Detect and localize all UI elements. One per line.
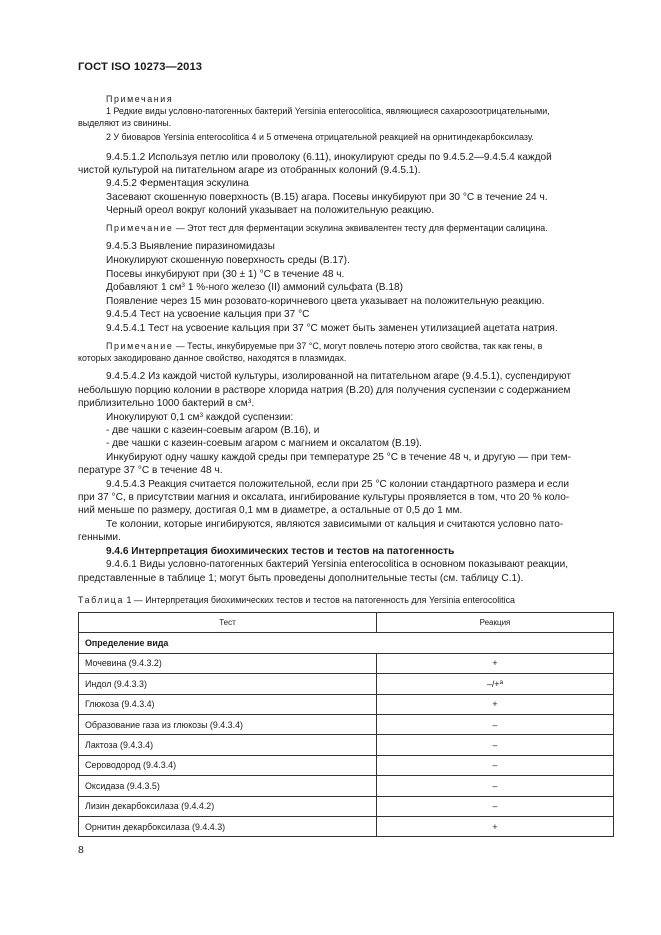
reaction-cell: + bbox=[377, 694, 614, 714]
test-cell: Мочевина (9.4.3.2) bbox=[79, 653, 377, 673]
caption-label: Таблица bbox=[78, 595, 124, 605]
table-row bbox=[79, 755, 614, 775]
paragraph-9-4-5-1-2-line-2: чистой культурой на питательном агаре из отобранных колоний (9.4.5.1). bbox=[78, 165, 421, 176]
superscript: 3 bbox=[181, 282, 186, 289]
column-header-test: Тест bbox=[79, 613, 377, 633]
reaction-cell: – bbox=[377, 755, 614, 775]
superscript: 3 bbox=[247, 398, 252, 405]
table-row bbox=[79, 714, 614, 734]
section-9-4-6-title: 9.4.6 Интерпретация биохимических тестов и тестов на патогенность bbox=[106, 546, 455, 557]
note-label: Примечание bbox=[106, 223, 174, 233]
notes-label: Примечания bbox=[106, 94, 174, 104]
paragraph-9-4-5-4-1: 9.4.5.4.1 Тест на усвоение кальция при 37 °С может быть заменен утилизацией ацетата натрия. bbox=[106, 323, 558, 334]
table-row bbox=[79, 694, 614, 714]
table-row bbox=[79, 796, 614, 816]
test-cell: Сероводород (9.4.3.4) bbox=[79, 755, 377, 775]
table-group-row bbox=[79, 633, 614, 653]
incubate-line-1: Инкубируют одну чашку каждой среды при температуре 25 °С в течение 48 ч, и другую — при тем- bbox=[106, 452, 571, 463]
table-row bbox=[79, 674, 614, 694]
reaction-cell: – bbox=[377, 735, 614, 755]
section-9-4-5-3-line-4: Появление через 15 мин розовато-коричневого цвета указывает на положительную реакцию. bbox=[106, 296, 545, 307]
table-caption bbox=[78, 595, 515, 605]
text-part: . bbox=[251, 398, 255, 409]
section-9-4-5-3-line-2: Посевы инкубируют при (30 ± 1) °С в течение 48 ч. bbox=[106, 269, 345, 280]
reaction-cell bbox=[377, 674, 614, 694]
dish-item-2: - две чашки с казеин-соевым агаром с магнием и оксалатом (B.19). bbox=[106, 438, 422, 449]
group-label: Определение вида bbox=[79, 633, 614, 653]
text-part: Инокулируют 0,1 см bbox=[106, 412, 200, 423]
page-number: 8 bbox=[78, 844, 84, 856]
dish-item-1: - две чашки с казеин-соевым агаром (B.16), и bbox=[106, 425, 320, 436]
section-9-4-5-2-line-2: Черный ореол вокруг колоний указывает на положительную реакцию. bbox=[106, 205, 435, 216]
paragraph-9-4-5-1-2-line-1: 9.4.5.1.2 Используя петлю или проволоку (6.11), инокулируют среды по 9.4.5.2—9.4.5.4 каждой bbox=[106, 152, 552, 163]
test-cell: Лактоза (9.4.3.4) bbox=[79, 735, 377, 755]
section-9-4-5-3-line-3 bbox=[106, 281, 403, 294]
note-esculin bbox=[106, 222, 548, 235]
superscript: 3 bbox=[199, 412, 204, 419]
table-row bbox=[79, 816, 614, 836]
table-row bbox=[79, 653, 614, 673]
test-cell: Орнитин декарбоксилаза (9.4.4.3) bbox=[79, 816, 377, 836]
section-9-4-5-3-line-1: Инокулируют скошенную поверхность среды (B.17). bbox=[106, 255, 350, 266]
section-9-4-5-4-title: 9.4.5.4 Тест на усвоение кальция при 37 °С bbox=[106, 309, 310, 320]
caption-text: 1 — Интерпретация биохимических тестов и тестов на патогенность для Yersinia enterocolitica bbox=[124, 595, 515, 605]
text-part: 1 %-ного железо (II) аммоний сульфата (B.18) bbox=[185, 282, 403, 293]
text-part: Добавляют 1 см bbox=[106, 282, 182, 293]
test-cell: Оксидаза (9.4.3.5) bbox=[79, 776, 377, 796]
table-row bbox=[79, 776, 614, 796]
inhibited-colonies-line-2: генными. bbox=[78, 532, 121, 543]
paragraph-9-4-5-4-3-line-1: 9.4.5.4.3 Реакция считается положительной, если при 25 °С колонии стандартного размера и если bbox=[106, 479, 570, 490]
test-cell: Лизин декарбоксилаза (9.4.4.2) bbox=[79, 796, 377, 816]
reaction-value: –/+ bbox=[486, 678, 500, 689]
note-calcium-line-2: которых закодировано данное свойство, находятся в плазмидах. bbox=[78, 353, 347, 363]
paragraph-9-4-6-1-line-2: представленные в таблице 1; могут быть проведены дополнительные тесты (см. таблицу С.1). bbox=[78, 573, 524, 584]
paragraph-9-4-5-4-2-line-3 bbox=[78, 397, 254, 410]
text-part: приблизительно 1000 бактерий в см bbox=[78, 398, 248, 409]
note-text: — Этот тест для ферментации эскулина эквивалентен тесту для ферментации салицина. bbox=[173, 223, 548, 233]
test-cell: Индол (9.4.3.3) bbox=[79, 674, 377, 694]
note-1-line-1: 1 Редкие виды условно-патогенных бактерий Yersinia enterocolitica, являющиеся сахарозоотрицательными, bbox=[106, 106, 550, 116]
reaction-cell: – bbox=[377, 796, 614, 816]
note-2: 2 У биоваров Yersinia enterocolitica 4 и 5 отмечена отрицательной реакцией на орнитиндекарбоксилазу. bbox=[106, 132, 534, 142]
paragraph-9-4-5-4-2-line-2: небольшую порцию колонии в растворе хлорида натрия (B.20) для получения суспензии с содержанием bbox=[78, 385, 571, 396]
paragraph-9-4-6-1-line-1: 9.4.6.1 Виды условно-патогенных бактерий Yersinia enterocolitica в основном показывают реакции, bbox=[106, 559, 569, 570]
inhibited-colonies-line-1: Те колонии, которые ингибируются, являются зависимыми от кальция и считаются условно пато- bbox=[106, 519, 564, 530]
test-cell: Образование газа из глюкозы (9.4.3.4) bbox=[79, 714, 377, 734]
paragraph-9-4-5-4-3-line-2: при 37 °С, в присутствии магния и оксалата, ингибирование культуры проявляется в том, что 20 % коло- bbox=[78, 492, 570, 503]
biochemical-tests-table bbox=[78, 612, 614, 837]
note-label: Примечание bbox=[106, 341, 174, 351]
incubate-line-2: пературе 37 °С в течение 48 ч. bbox=[78, 465, 223, 476]
reaction-cell: + bbox=[377, 816, 614, 836]
reaction-cell: + bbox=[377, 653, 614, 673]
section-9-4-5-2-title: 9.4.5.2 Ферментация эскулина bbox=[106, 178, 249, 189]
section-9-4-5-2-line-1: Засевают скошенную поверхность (B.15) агара. Посевы инкубируют при 30 °С в течение 24 ч. bbox=[106, 192, 548, 203]
column-header-reaction: Реакция bbox=[377, 613, 614, 633]
paragraph-9-4-5-4-3-line-3: ний меньше по размеру, достигая 0,1 мм в диаметре, а остальные от 0,5 до 1 мм. bbox=[78, 505, 463, 516]
test-cell: Глюкоза (9.4.3.4) bbox=[79, 694, 377, 714]
note-1-line-2: выделяют из свинины. bbox=[78, 118, 172, 128]
text-part: каждой суспензии: bbox=[203, 412, 294, 423]
table-header-row bbox=[79, 613, 614, 633]
table-row bbox=[79, 735, 614, 755]
reaction-cell: – bbox=[377, 776, 614, 796]
reaction-cell: – bbox=[377, 714, 614, 734]
footnote-marker: a bbox=[499, 678, 504, 686]
note-text: — Тесты, инкубируемые при 37 °С, могут повлечь потерю этого свойства, так как гены, в bbox=[173, 341, 543, 351]
inoculate-line bbox=[106, 411, 293, 424]
document-header: ГОСТ ISO 10273—2013 bbox=[78, 61, 203, 73]
section-9-4-5-3-title: 9.4.5.3 Выявление пиразиномидазы bbox=[106, 241, 275, 252]
paragraph-9-4-5-4-2-line-1: 9.4.5.4.2 Из каждой чистой культуры, изолированной на питательном агаре (9.4.5.1), суспендируют bbox=[106, 371, 571, 382]
